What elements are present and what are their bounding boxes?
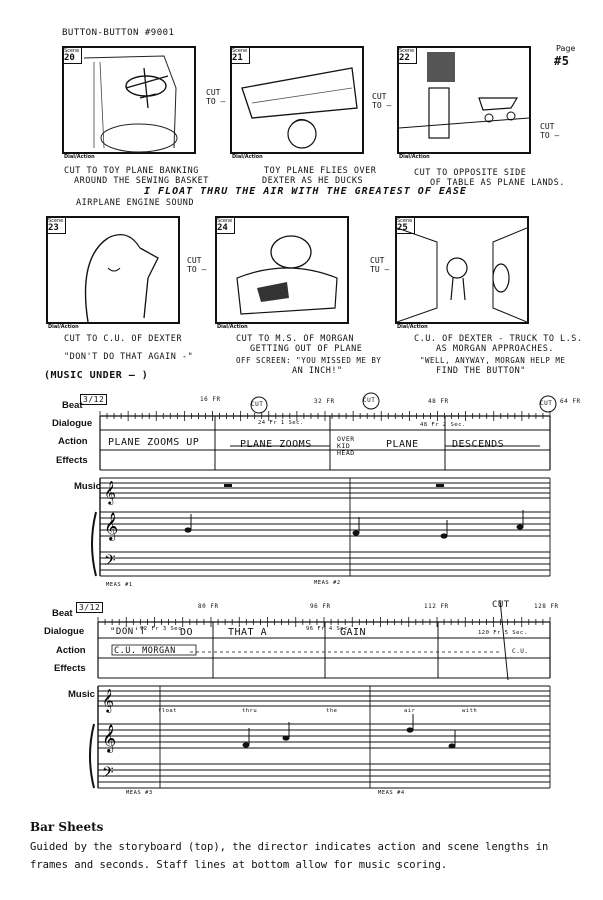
page-number: #5 xyxy=(554,54,570,68)
lyric: float xyxy=(158,708,178,714)
svg-text:𝄞: 𝄞 xyxy=(102,688,114,712)
lyric: with xyxy=(462,708,478,714)
storyboard-header: BUTTON-BUTTON #9001 xyxy=(62,28,175,38)
svg-text:𝄞: 𝄞 xyxy=(104,480,116,504)
caption-body: Guided by the storyboard (top), the director indicates action and scene lengths in frames and seconds. Staff lines at bottom allow for music scoring. xyxy=(30,841,549,871)
svg-text:𝄢: 𝄢 xyxy=(102,764,114,785)
time-signature: 3/12 xyxy=(80,394,107,405)
cut-to-note: CUT TU — xyxy=(370,256,390,274)
cut-mark: CUT xyxy=(492,600,510,610)
scene-number: Scene 24 xyxy=(215,216,235,234)
svg-text:𝄞: 𝄞 xyxy=(102,724,117,752)
cut-mark: CUT xyxy=(363,397,376,404)
cut-to-note: CUT TO — xyxy=(187,256,207,274)
cut-to-note: CUT TO — xyxy=(372,92,392,110)
caption-title: Bar Sheets xyxy=(30,820,104,834)
lyric: the xyxy=(326,708,338,714)
scene-number: Scene 23 xyxy=(46,216,66,234)
scene-number: Scene 25 xyxy=(395,216,415,234)
svg-text:𝄢: 𝄢 xyxy=(104,552,116,573)
cut-to-note: CUT TO — xyxy=(540,122,560,140)
scene-number: Scene 20 xyxy=(62,46,82,64)
lyric: thru xyxy=(242,708,258,714)
scene-number: Scene 21 xyxy=(230,46,250,64)
cut-to-note: CUT TO — xyxy=(206,88,226,106)
cut-mark: CUT xyxy=(540,400,553,407)
page-label: Page xyxy=(556,44,576,53)
lyric: air xyxy=(404,708,416,714)
svg-text:𝄞: 𝄞 xyxy=(104,512,119,540)
time-signature: 3/12 xyxy=(76,602,103,613)
cut-mark: CUT xyxy=(251,401,264,408)
scene-number: Scene 22 xyxy=(397,46,417,64)
lyric-line: I FLOAT THRU THE AIR WITH THE GREATEST OF EASE xyxy=(144,186,467,197)
